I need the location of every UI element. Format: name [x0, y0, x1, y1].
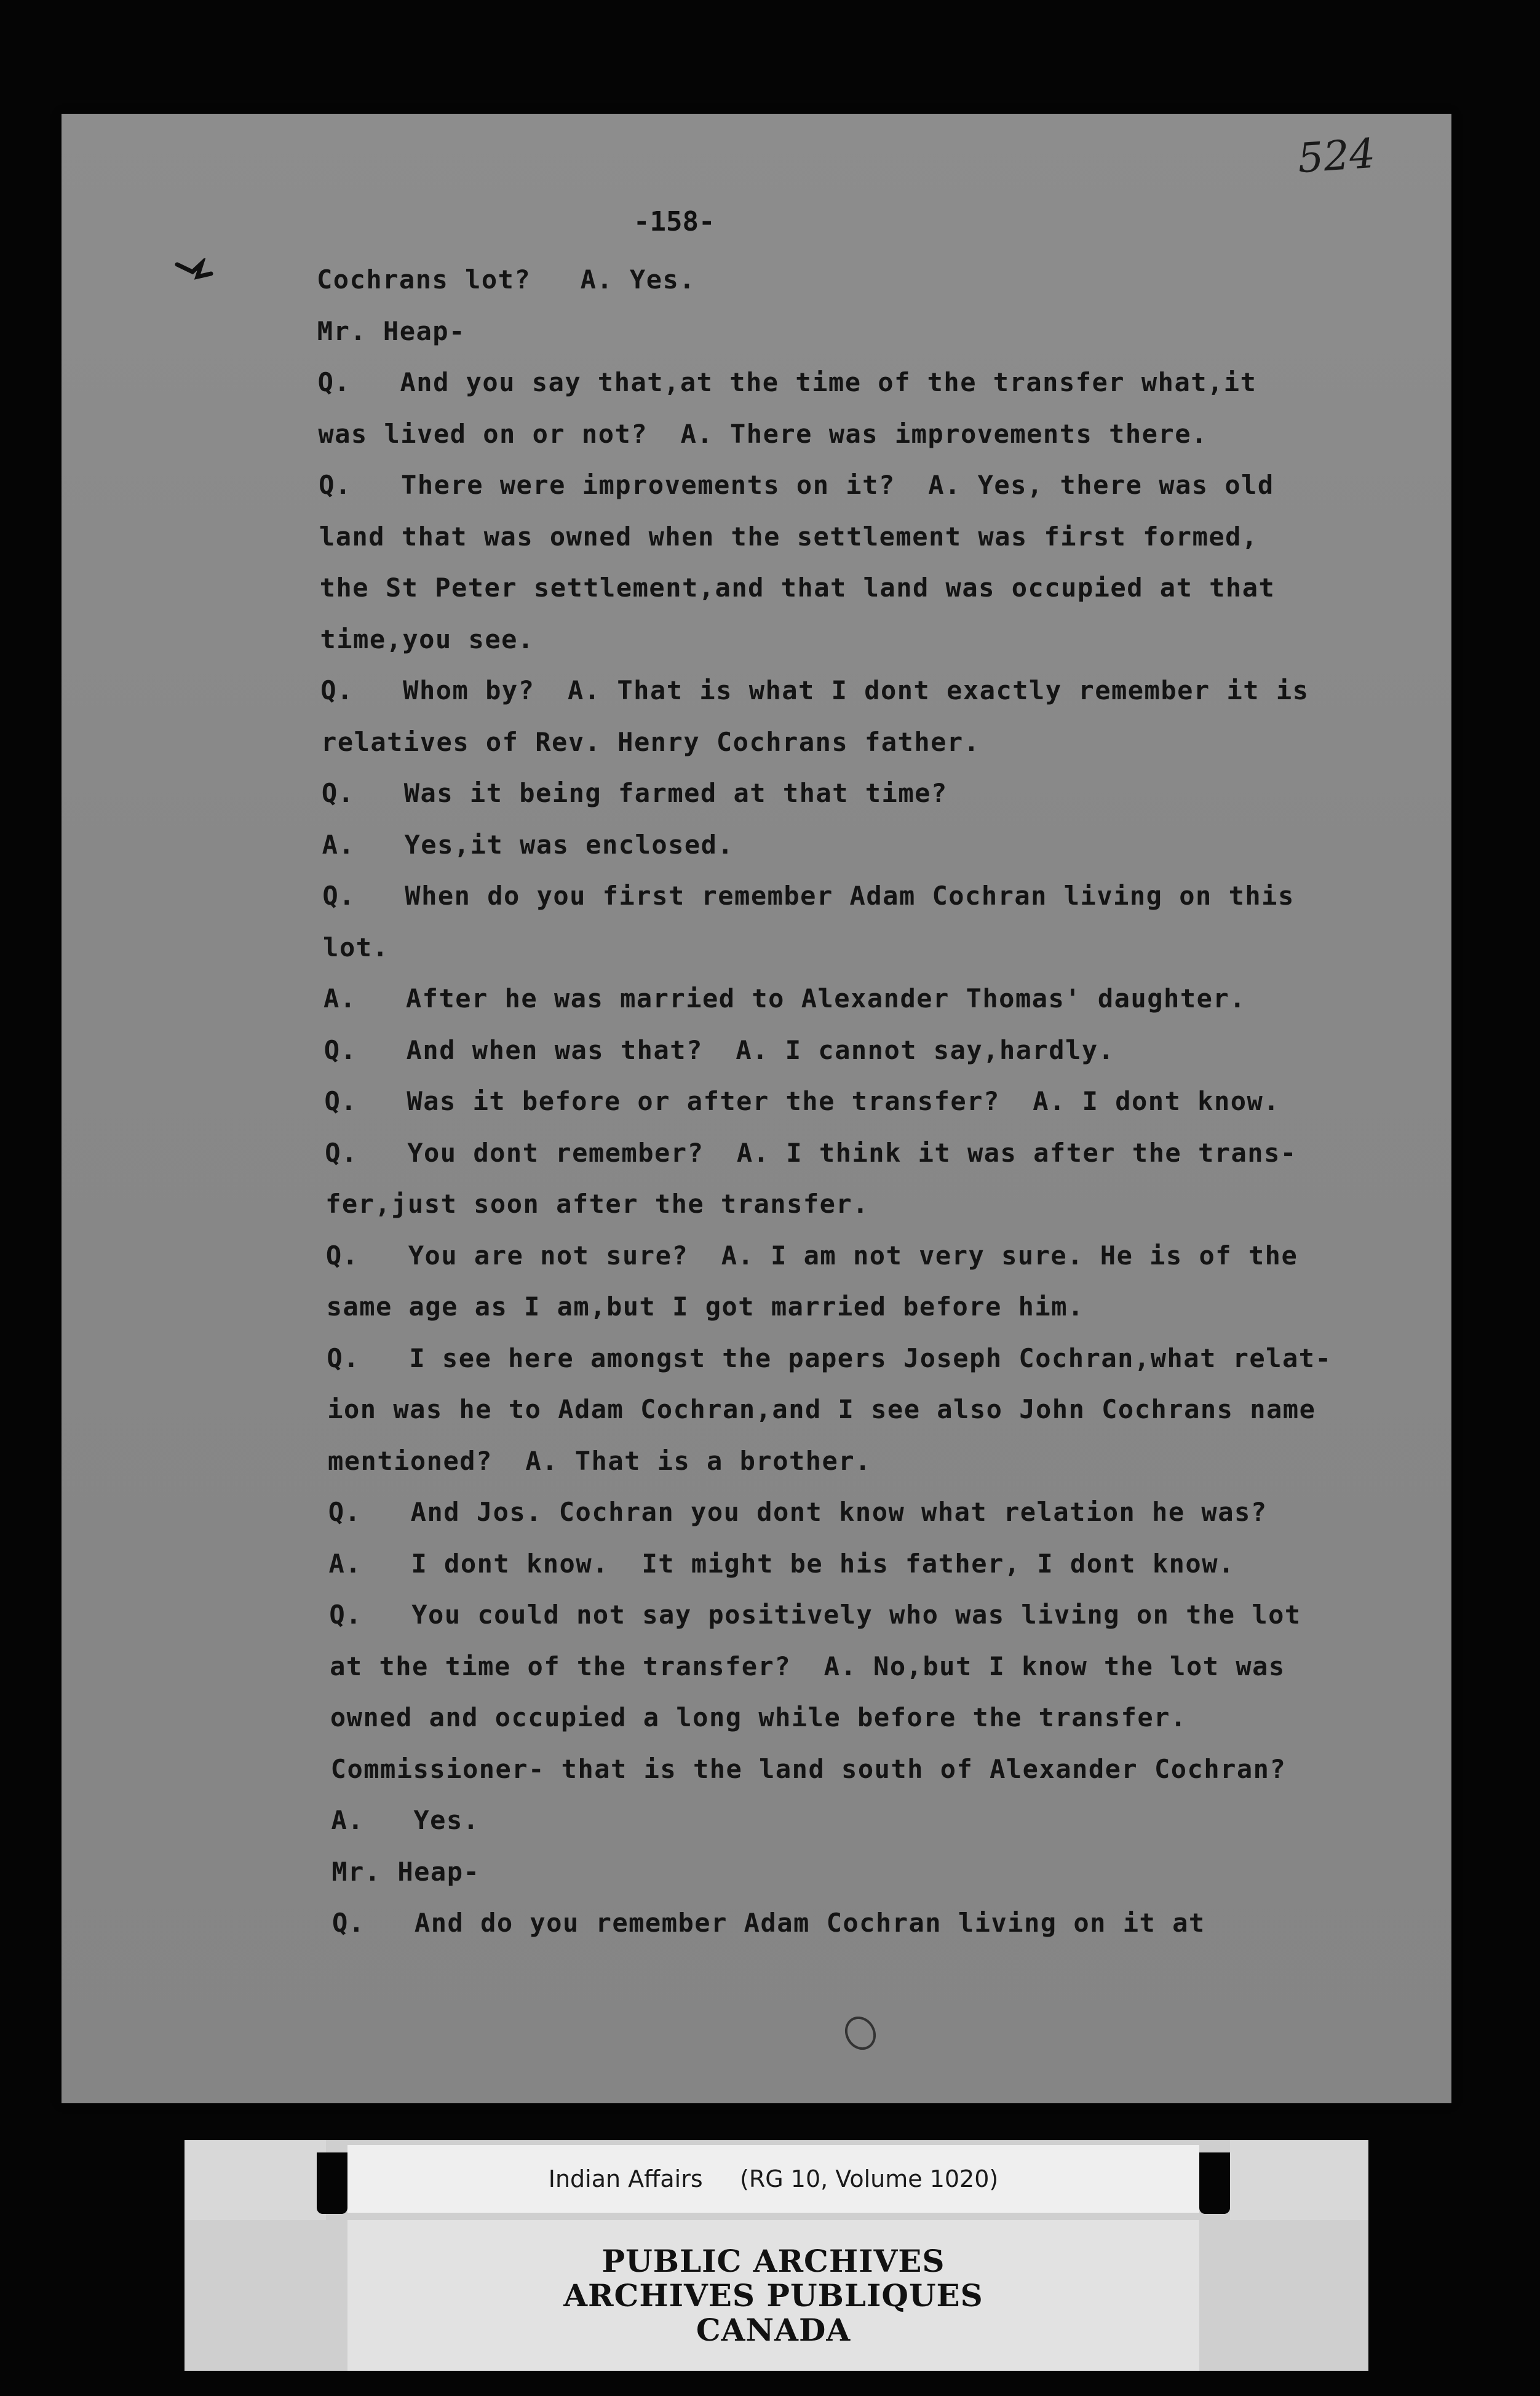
transcript-line: Q. Whom by? A. That is what I dont exactly remember it is	[320, 675, 1309, 705]
transcript-line: Q. And Jos. Cochran you dont know what relation he was?	[328, 1497, 1268, 1527]
archive-page-number: 524	[1296, 129, 1377, 183]
label-source-strip	[347, 2145, 1199, 2213]
transcript-line: mentioned? A. That is a brother.	[327, 1445, 871, 1476]
pen-mark-icon	[174, 258, 223, 283]
label-line-3: CANADA	[696, 2311, 851, 2348]
label-tab-right	[1230, 2140, 1368, 2220]
transcript-line: the St Peter settlement,and that land was occupied at that	[319, 573, 1276, 603]
transcript-line: Q. You are not sure? A. I am not very sure. He is of the	[325, 1240, 1298, 1271]
transcript-line: Cochrans lot? A. Yes.	[317, 264, 696, 295]
transcript-line: land that was owned when the settlement was first formed,	[319, 521, 1258, 552]
page-header: -158-	[633, 206, 715, 237]
label-line-2: ARCHIVES PUBLIQUES	[563, 2277, 983, 2314]
transcript-line: A. I dont know. It might be his father, I dont know.	[328, 1548, 1235, 1579]
transcript-line: same age as I am,but I got married before him.	[326, 1291, 1084, 1322]
transcript-line: Q. And when was that? A. I cannot say,hardly.	[323, 1034, 1115, 1065]
label-line-1: PUBLIC ARCHIVES	[601, 2242, 945, 2279]
label-notch-right	[1199, 2152, 1230, 2214]
transcript-line: Q. When do you first remember Adam Cochran living on this	[322, 881, 1295, 911]
transcript-line: Q. You dont remember? A. I think it was after the trans-	[325, 1137, 1297, 1168]
transcript-line: owned and occupied a long while before the transfer.	[330, 1702, 1187, 1732]
transcript-line: Q. Was it being farmed at that time?	[321, 778, 948, 808]
transcript-line: ion was he to Adam Cochran,and I see also John Cochrans name	[327, 1394, 1316, 1424]
label-archives-block	[347, 2220, 1199, 2371]
transcript-line: Q. You could not say positively who was living on the lot	[329, 1600, 1301, 1630]
transcript-line: was lived on or not? A. There was improvements there.	[318, 418, 1208, 449]
transcript-line: Q. I see here amongst the papers Joseph Cochran,what relat-	[327, 1343, 1332, 1373]
transcript-line: A. After he was married to Alexander Thomas' daughter.	[323, 983, 1246, 1014]
transcript-line: A. Yes,it was enclosed.	[322, 829, 734, 860]
transcript-line: time,you see.	[320, 624, 534, 654]
transcript-line: Mr. Heap-	[317, 315, 466, 346]
transcript-line: at the time of the transfer? A. No,but I know the lot was	[330, 1651, 1285, 1681]
transcript-line: Q. Was it before or after the transfer? A. I dont know.	[324, 1086, 1280, 1116]
transcript-line: relatives of Rev. Henry Cochrans father.	[321, 726, 980, 757]
transcript-line: lot.	[323, 932, 389, 962]
label-notch-left	[317, 2152, 347, 2214]
transcript-line: fer,just soon after the transfer.	[325, 1189, 870, 1219]
transcript-line: Q. And do you remember Adam Cochran living on it at	[332, 1908, 1205, 1938]
transcript-line: A. Yes.	[331, 1805, 480, 1835]
transcript-line: Q. And you say that,at the time of the transfer what,it	[317, 367, 1257, 397]
transcript-line: Q. There were improvements on it? A. Yes, there was old	[319, 470, 1274, 500]
transcript-line: Commissioner- that is the land south of Alexander Cochran?	[330, 1753, 1287, 1784]
label-source-text: Indian Affairs (RG 10, Volume 1020)	[548, 2165, 999, 2192]
label-tab-left	[185, 2140, 326, 2220]
transcript-line: Mr. Heap-	[331, 1856, 480, 1887]
